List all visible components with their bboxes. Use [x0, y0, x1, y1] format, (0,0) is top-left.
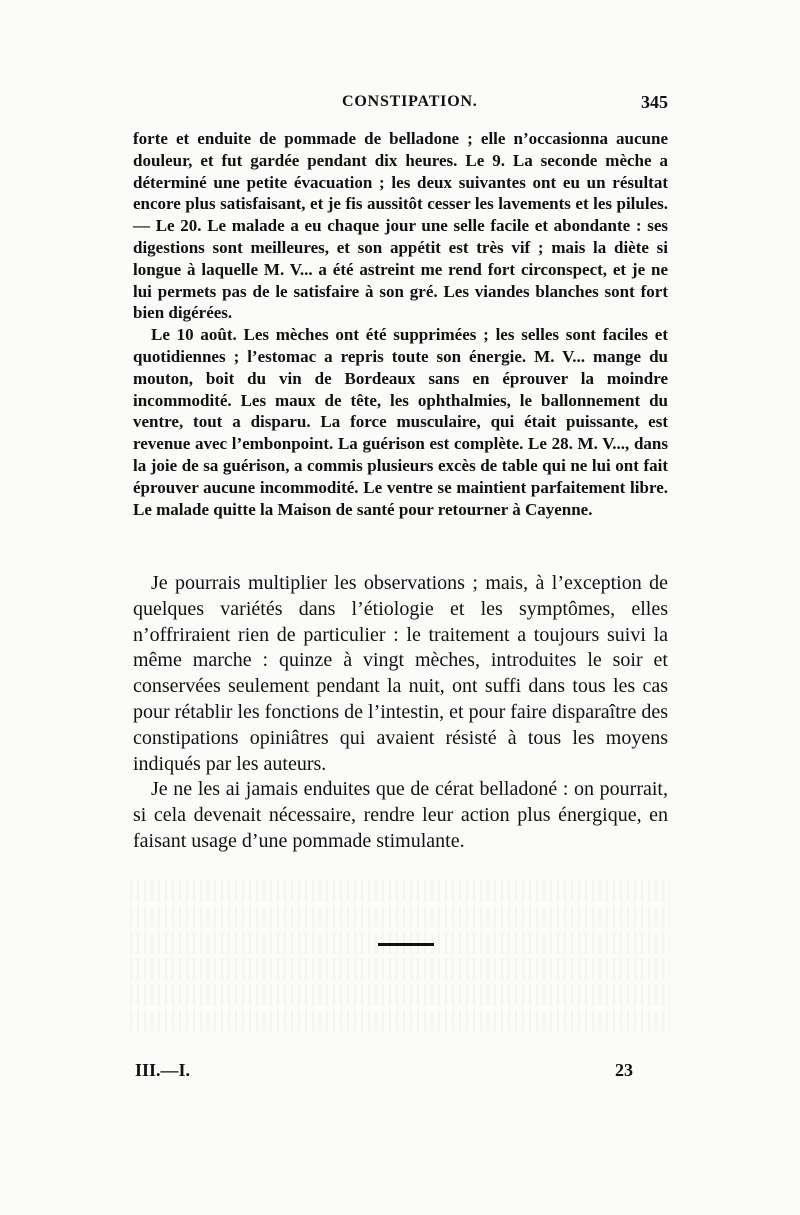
large-paragraph: Je pourrais multiplier les observations ; mais, à l’exception de quelques variétés dans l’étiologie et les symptômes, elles n’offriraient rien de particulier : le traitement a toujours suivi la même marche : quinze à vingt mèches, introduites le soir et conservées seulement pendant la nuit, ont suffi dans tous les cas pour rétablir les fonctions de l’intestin, et pour faire disparaître des constipations opiniâtres qui avaient résisté à tous les moyens indiqués par les auteurs.	[133, 572, 668, 775]
show-through-line	[130, 1010, 670, 1031]
small-paragraph: forte et enduite de pommade de belladone ; elle n’occasionna aucune douleur, et fut gardée pendant dix heures. Le 9. La seconde mèche a déterminé une petite évacuation ; les deux suivantes ont eu un résultat encore plus satisfaisant, et je fis aussitôt cesser les lavements et les pilules. — Le 20. Le malade a eu chaque jour une selle facile et abondante : ses digestions sont meilleures, et son appétit est très vif ; mais la diète si longue à laquelle M. V... a été astreint me rend fort circonspect, et je ne lui permets pas de le satisfaire à son gré. Les viandes blanches sont fort bien digérées.	[133, 129, 668, 323]
small-paragraph: Le 10 août. Les mèches ont été supprimées ; les selles sont faciles et quotidiennes ; l’estomac a repris toute son énergie. M. V... mange du mouton, boit du vin de Bordeaux sans en éprouver la moindre incommodité. Les maux de tête, les ophthalmies, le ballonnement du ventre, tout a disparu. La force musculaire, qui était puissante, est revenue avec l’embonpoint. La guérison est complète. Le 28. M. V..., dans la joie de sa guérison, a commis plusieurs excès de table qui ne lui ont fait éprouver aucune incommodité. Le ventre se maintient parfaitement libre. Le malade quitte la Maison de santé pour retourner à Cayenne.	[133, 325, 668, 519]
section-divider	[378, 943, 434, 946]
conclusion-text	[133, 571, 668, 855]
footer-number: 23	[615, 1060, 633, 1080]
show-through-line	[130, 984, 670, 1005]
show-through-line	[130, 906, 670, 927]
show-through-line	[130, 880, 670, 901]
page-header	[133, 93, 668, 117]
show-through-text	[130, 875, 670, 1045]
large-paragraph: Je ne les ai jamais enduites que de cérat belladoné : on pourrait, si cela devenait nécessaire, rendre leur action plus énergique, en faisant usage d’une pommade stimulante.	[133, 778, 668, 852]
case-report-text	[133, 128, 668, 520]
running-title: CONSTIPATION.	[342, 93, 478, 110]
page-number: 345	[641, 92, 668, 112]
show-through-line	[130, 958, 670, 979]
footer-signature: III.—I.	[135, 1060, 191, 1080]
